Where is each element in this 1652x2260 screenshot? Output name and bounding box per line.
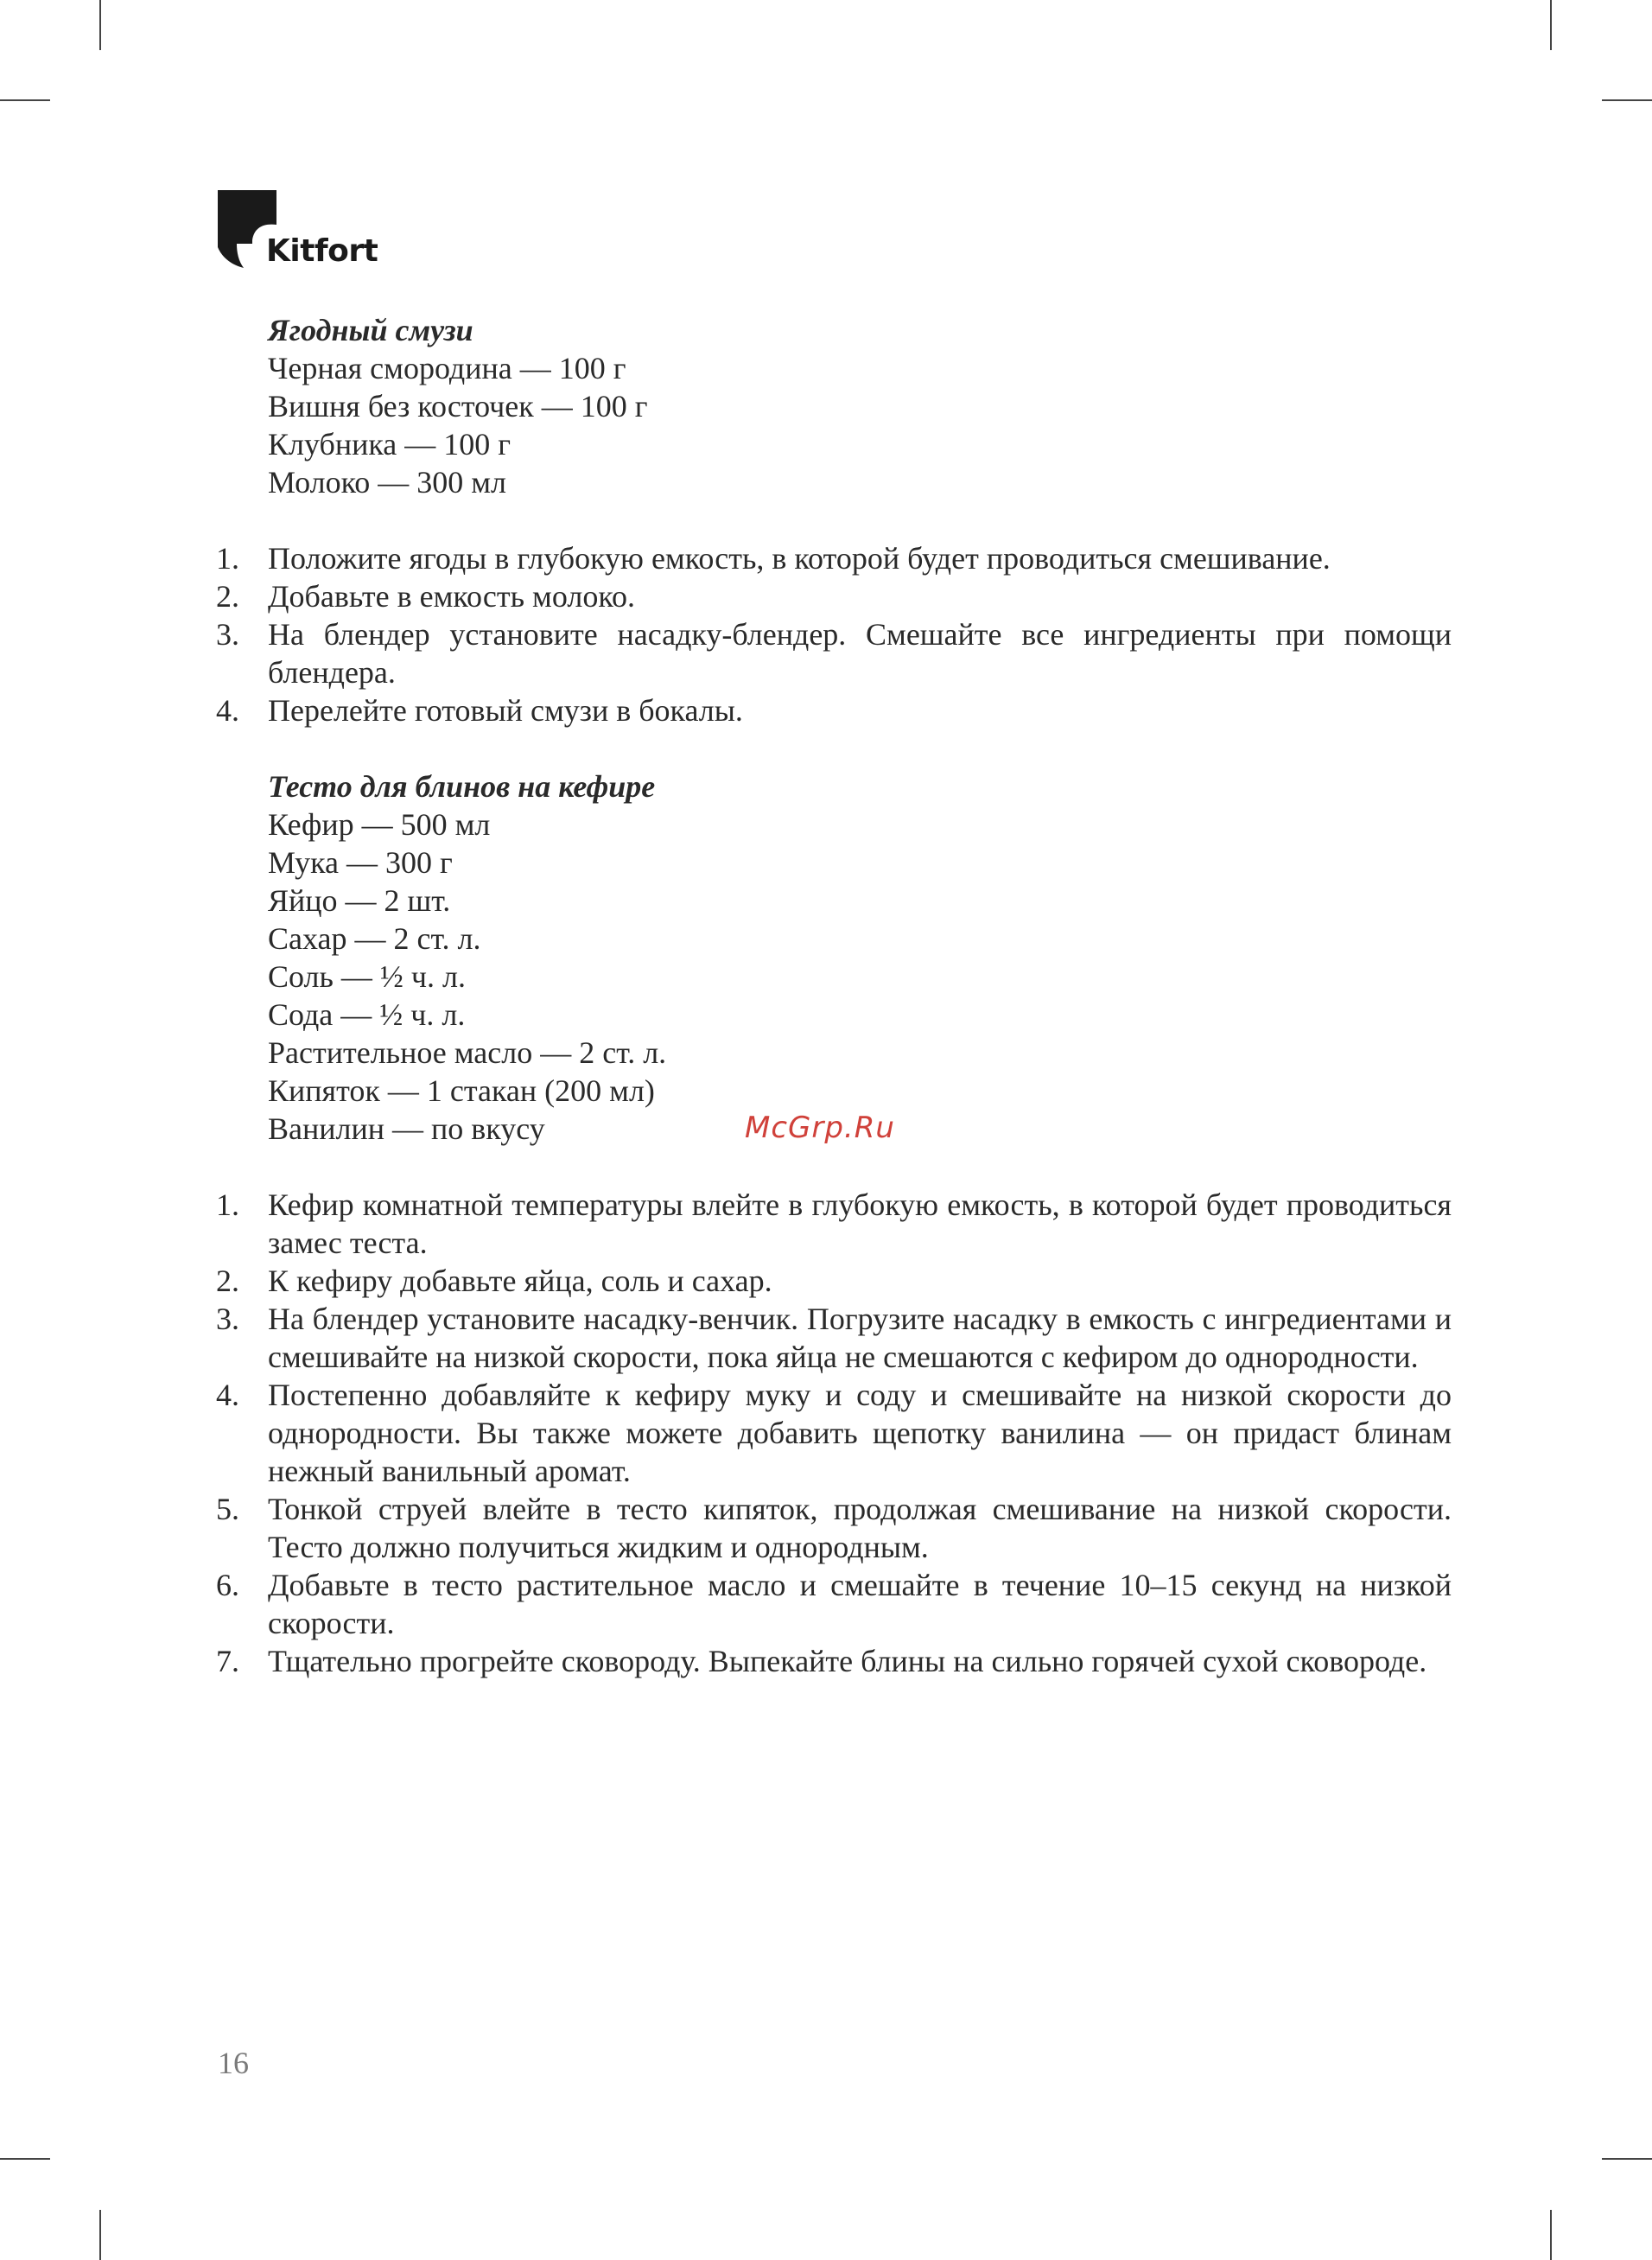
ingredient-line: Ванилин — по вкусу [268,1111,545,1146]
step-text: На блендер установите насадку-блендер. Смешайте все ингредиенты при помощи блендера. [268,617,1452,690]
recipe-title: Ягодный смузи [268,313,473,347]
crop-mark [0,2158,50,2160]
step-number: 6. [216,1568,239,1602]
ingredient-line: Вишня без косточек — 100 г [268,389,648,423]
ingredient-line: Кефир — 500 мл [268,807,491,842]
step-item [216,577,1452,615]
step-item [216,1376,1452,1490]
step-item [216,1300,1452,1376]
recipe-title: Тесто для блинов на кефире [268,769,656,804]
crop-mark [1550,0,1552,50]
step-text: Тщательно прогрейте сковороду. Выпекайте блины на сильно горячей сухой сковороде. [268,1644,1427,1678]
crop-mark [1550,2210,1552,2260]
step-number: 4. [216,1378,239,1412]
step-text: Перелейте готовый смузи в бокалы. [268,693,743,728]
ingredient-line: Сахар — 2 ст. л. [268,921,481,956]
step-item [216,1262,1452,1300]
ingredient-line: Кипяток — 1 стакан (200 мл) [268,1073,655,1108]
step-item [216,1490,1452,1566]
ingredient-line: Растительное масло — 2 ст. л. [268,1035,667,1070]
step-text: Добавьте в емкость молоко. [268,579,635,614]
step-item [216,539,1452,577]
recipe-steps [216,539,1452,729]
step-text: На блендер установите насадку-венчик. Погрузите насадку в емкость с ингредиентами и смешивайте на низкой скорости, пока яйца не смешаются с кефиром до однородности. [268,1302,1452,1374]
brand-name: Kitfort [266,233,378,269]
step-item [216,1642,1452,1680]
step-text: Тонкой струей влейте в тесто кипяток, продолжая смешивание на низкой скорости. Тесто должно получиться жидким и однородным. [268,1492,1452,1564]
step-number: 2. [216,579,239,614]
recipe-content [216,311,1452,1680]
watermark: McGrp.Ru [745,1111,895,1145]
step-text: Постепенно добавляйте к кефиру муку и соду и смешивайте на низкой скорости до однородности. Вы также можете добавить щепотку ванилина — он придаст блинам нежный ванильный аромат. [268,1378,1452,1488]
step-number: 2. [216,1264,239,1298]
crop-mark [99,2210,101,2260]
crop-mark [99,0,101,50]
step-item [216,615,1452,691]
step-number: 7. [216,1644,239,1678]
step-text: К кефиру добавьте яйца, соль и сахар. [268,1264,772,1298]
step-number: 1. [216,1187,239,1222]
ingredient-line: Соль — ½ ч. л. [268,959,466,994]
step-item [216,1186,1452,1262]
ingredient-line: Мука — 300 г [268,845,453,880]
ingredient-line: Черная смородина — 100 г [268,351,626,385]
step-number: 5. [216,1492,239,1526]
step-number: 3. [216,1302,239,1336]
crop-mark [1602,2158,1652,2160]
recipe-ingredients [268,311,1452,501]
ingredient-line: Клубника — 100 г [268,427,511,462]
step-item [216,691,1452,729]
recipe-steps [216,1186,1452,1680]
step-text: Добавьте в тесто растительное масло и смешайте в течение 10–15 секунд на низкой скорости. [268,1568,1452,1640]
step-text: Кефир комнатной температуры влейте в глубокую емкость, в которой будет проводиться замес теста. [268,1187,1452,1260]
brand-logo [218,190,391,277]
step-number: 4. [216,693,239,728]
step-item [216,1566,1452,1642]
step-number: 1. [216,541,239,576]
crop-mark [0,99,50,101]
step-number: 3. [216,617,239,652]
page-number: 16 [218,2046,249,2080]
recipe-ingredients [268,767,1452,1148]
crop-mark [1602,99,1652,101]
step-text: Положите ягоды в глубокую емкость, в которой будет проводиться смешивание. [268,541,1331,576]
ingredient-line: Яйцо — 2 шт. [268,883,451,918]
ingredient-line: Молоко — 300 мл [268,465,507,500]
ingredient-line: Сода — ½ ч. л. [268,997,466,1032]
